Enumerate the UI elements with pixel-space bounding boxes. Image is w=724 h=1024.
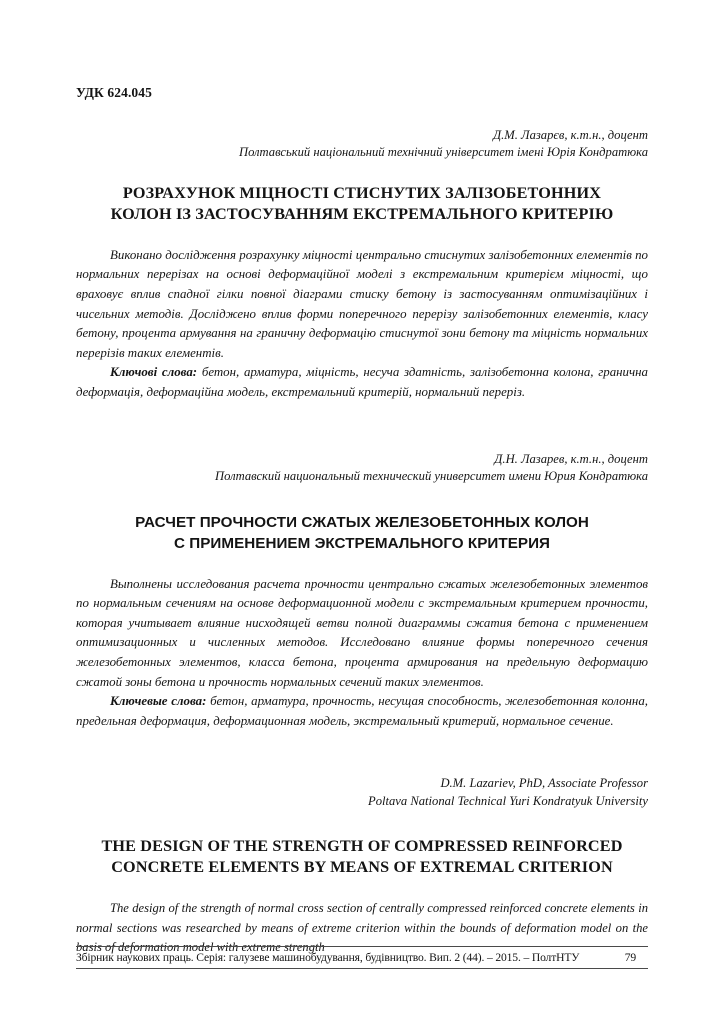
english-affiliation: Poltava National Technical Yuri Kondratyuk University	[368, 793, 648, 808]
english-author-block	[76, 775, 648, 810]
russian-affiliation: Полтавский национальный технический университет имени Юрия Кондратюка	[215, 469, 648, 484]
page-footer	[76, 946, 648, 969]
ukrainian-abstract: Виконано дослідження розрахунку міцності центрально стиснутих залізобетонних елементів по нормальних перерізах на основі деформаційної моделі з екстремальним критерієм міцності, що враховує вплив спадної гілки повної діаграми стиску бетону із застосуванням оптимізаційних і чисельних методів. Досліджено вплив форми поперечного перерізу залізобетонних елементів, класу бетону, процента армування на граничну деформацію стиснутої зони бетону та міцність нормальних перерізів таких елементів.	[76, 247, 648, 360]
spacer	[76, 810, 648, 836]
ukrainian-title	[76, 183, 648, 225]
spacer	[76, 486, 648, 512]
spacer	[76, 731, 648, 761]
russian-title-line-2: С ПРИМЕНЕНИЕМ ЭКСТРЕМАЛЬНОГО КРИТЕРИЯ	[173, 534, 551, 552]
spacer	[76, 162, 648, 183]
udc-code: УДК 624.045	[76, 85, 152, 100]
ukrainian-author-name: Д.М. Лазарєв, к.т.н., доцент	[493, 127, 648, 142]
russian-keywords-text: бетон, арматура, прочность, несущая способность, железобетонная колонна, предельная деформация, деформационная модель, экстремальный критерий, нормальное сечение.	[76, 694, 648, 728]
page-content	[76, 0, 648, 958]
spacer	[76, 433, 648, 451]
ukrainian-keywords-text: бетон, арматура, міцність, несуча здатність, залізобетонна колона, гранична деформація, деформаційна модель, екстремальний критерій, нормальний переріз.	[76, 365, 648, 399]
ukrainian-title-line-2: КОЛОН ІЗ ЗАСТОСУВАННЯМ ЕКСТРЕМАЛЬНОГО КРИТЕРІЮ	[110, 204, 614, 223]
english-title-line-1: THE DESIGN OF THE STRENGTH OF COMPRESSED REINFORCED	[101, 837, 623, 856]
english-title-line-2: CONCRETE ELEMENTS BY MEANS OF EXTREMAL CRITERION	[111, 858, 613, 877]
ukrainian-affiliation: Полтавський національний технічний університет імені Юрія Кондратюка	[238, 145, 648, 160]
footer-citation: Збірник наукових праць. Серія: галузеве машинобудування, будівництво. Вип. 2 (44). – 2015. – ПолтНТУ	[76, 951, 580, 964]
russian-abstract: Выполнены исследования расчета прочности центрально сжатых железобетонных элементов по нормальным сечениям на основе деформационной модели с экстремальным критерием прочности, которая учитывает влияние нисходящей ветви полной диаграммы сжатия бетона с применением оптимизационных и численных методов. Исследовано влияние формы поперечного сечения железобетонных элементов, класса бетона, процента армирования на предельную деформацию сжатой зоны бетона и прочность нормальных сечений таких элементов.	[76, 576, 648, 689]
spacer	[76, 225, 648, 246]
english-author-name: D.M. Lazariev, PhD, Associate Professor	[440, 776, 648, 791]
ukrainian-keywords-label: Ключові слова:	[110, 365, 198, 380]
russian-keywords-label: Ключевые слова:	[110, 694, 207, 709]
russian-keywords	[76, 692, 648, 731]
spacer	[76, 403, 648, 433]
footer-page-number: 79	[624, 951, 636, 964]
spacer	[76, 554, 648, 575]
ukrainian-keywords	[76, 363, 648, 402]
ukrainian-title-line-1: РОЗРАХУНОК МІЦНОСТІ СТИСНУТИХ ЗАЛІЗОБЕТОННИХ	[122, 183, 602, 202]
russian-title	[76, 512, 648, 554]
spacer	[76, 878, 648, 899]
spacer	[76, 761, 648, 775]
russian-author-block	[76, 451, 648, 486]
english-abstract: The design of the strength of normal cross section of centrally compressed reinforced concrete elements in normal sections was researched by means of extreme criterion within the bounds of deformation model on the basis of deformation model with extreme strength	[76, 901, 648, 955]
russian-author-name: Д.Н. Лазарев, к.т.н., доцент	[494, 451, 648, 466]
english-title	[76, 836, 648, 878]
russian-title-line-1: РАСЧЕТ ПРОЧНОСТИ СЖАТЫХ ЖЕЛЕЗОБЕТОННЫХ КОЛОН	[135, 513, 589, 531]
ukrainian-author-block	[76, 127, 648, 162]
spacer	[76, 101, 648, 127]
